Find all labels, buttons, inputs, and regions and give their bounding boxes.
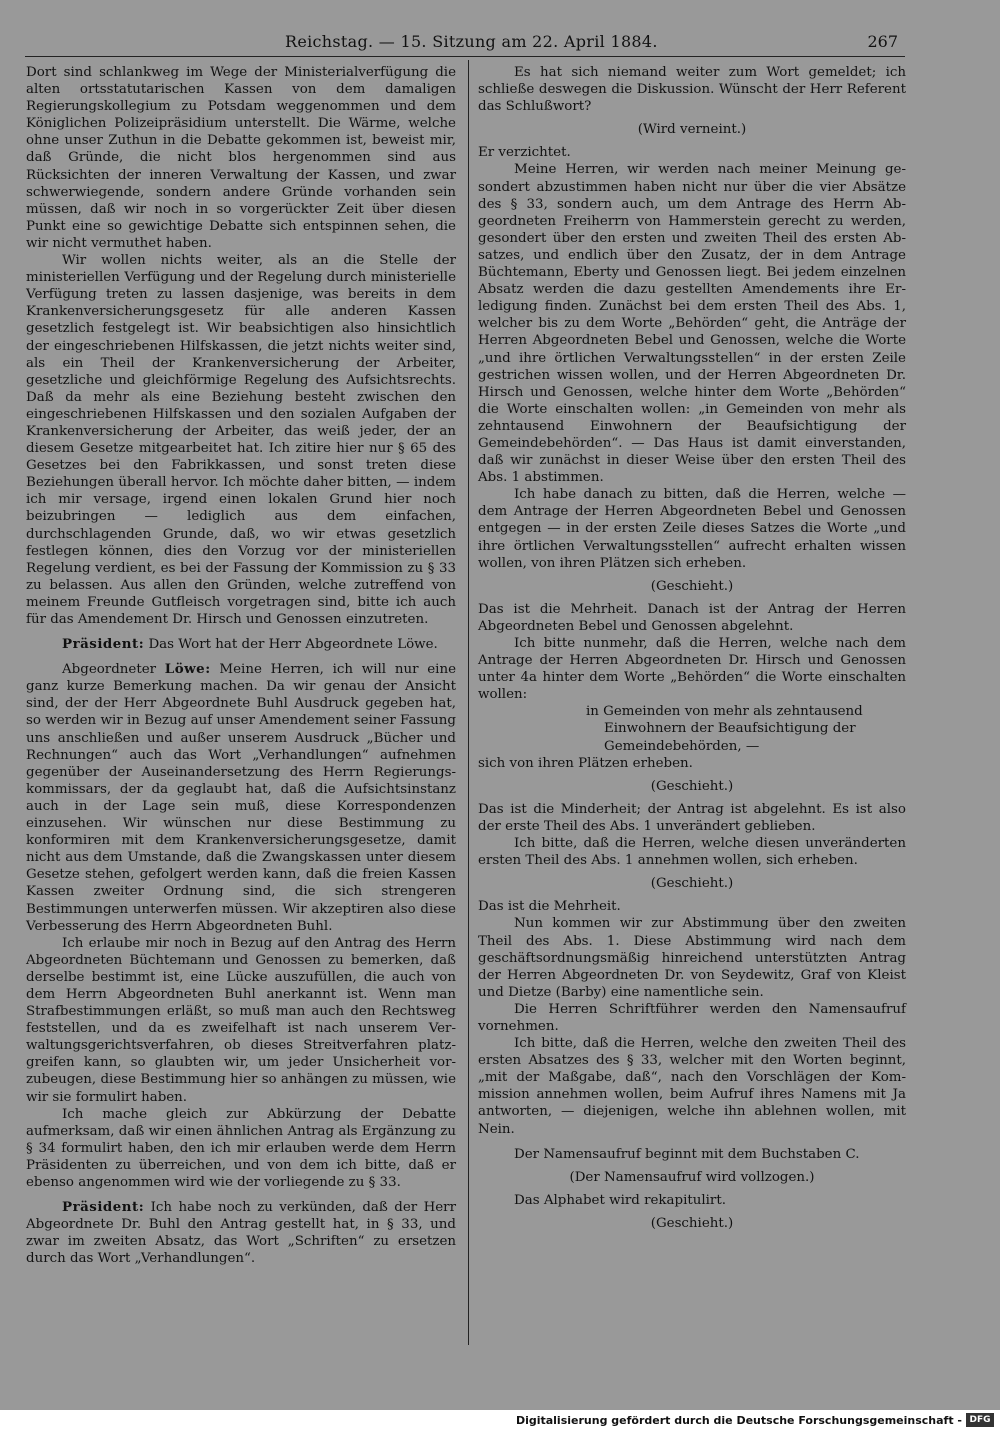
paragraph: sich von ihren Plätzen erheben. [478,755,693,771]
page-header [0,30,1000,58]
stage-direction: (Geschieht.) [650,1215,734,1231]
dfg-logo: DFG [966,1413,994,1427]
paragraph: Nun kommen wir zur Abstimmung über den zweiten Theil des Abs. 1. Diese Abstimmung wird nach dem geschäftsordnungsmäßig hinreichend unterstützten Antrag der Herren Abgeordneten Dr. von Seydewitz, Graf von Kleist und Dietze (Barby) eine namentliche sein. [478,916,906,1000]
speech-text: Meine Herren, ich will nur eine ganz kurze Bemerkung machen. Da wir genau der Ansicht sind, der der Herr Abgeordnete Buhl Ausdruck gegeben hat, so werden wir in Bezug auf unser Amendement seiner Fassung uns anschließen und außer unserem Ausdruck „Bücher und Rechnungen“ auch das Wort „Verhandlungen“ aufnehmen gegenüber der Auseinandersetzung des Herrn Regierungskommissars, der da geglaubt hat, daß die Aufsichtsinstanz auch in der Lage sein muß, diese Korrespondenzen einzusehen. Wir wünschen nur diese Bestimmung zu konformiren mit dem Krankenversicherungsgesetze, damit nicht aus dem Umstande, daß die Zwangskassen unter diesem Gesetze stehen, gefolgert werden kann, daß die freien Kassen Kassen zweiter Ordnung sind, die sich strengeren Bestimmungen unterwerfen müssen. Wir akzeptiren also diese Verbesserung des Herrn Abgeordneten Buhl. [26,662,456,934]
speech-paragraph [26,661,456,935]
speaker-name: Präsident: [62,636,145,653]
stage-direction: (Geschieht.) [650,578,734,594]
paragraph: Das ist die Mehrheit. [478,899,621,915]
paragraph: Das ist die Mehrheit. Danach ist der Antrag der Herren Abgeordneten Bebel und Genossen abgelehnt. [478,601,906,634]
speech-paragraph [26,1199,456,1267]
speech-text: Das Wort hat der Herr Abgeordnete Löwe. [144,637,438,653]
speech-text: Ich habe noch zu verkünden, daß der Herr Abgeordnete Dr. Buhl den Antrag gestellt hat, in § 33, und zwar im zweiten Absatz, das Wort „Schriften“ zu ersetzen durch das Wort „Verhandlungen“. [26,1200,456,1267]
stage-direction: (Geschieht.) [650,876,734,892]
quoted-amendment: in Gemeinden von mehr als zehntausend Einwohnern der Beaufsichtigung der Gemeindebehörden, — [586,704,863,754]
paragraph: Das Alphabet wird rekapitulirt. [514,1192,726,1208]
stage-direction: (Geschieht.) [650,778,734,794]
paragraph: Es hat sich niemand weiter zum Wort gemeldet; ich schließe deswegen die Diskussion. Wünscht der Herr Referent das Schlußwort? [478,65,906,115]
paragraph: Ich bitte, daß die Herren, welche den zweiten Theil des ersten Absatzes des § 33, welcher mit den Worten beginnt, „mit der Maßgabe, daß“, nach den Vorschlägen der Kommission annehmen wollen, beim Aufruf ihres Namens mit Ja antworten, — diejenigen, welche ihn ablehnen wollen, mit Nein. [478,1036,906,1137]
column-divider [468,60,469,1345]
stage-direction: (Wird verneint.) [637,122,747,138]
paragraph: Ich erlaube mir noch in Bezug auf den Antrag des Herrn Abgeordneten Büchtemann und Genossen zu bemerken, daß derselbe bestimmt ist, eine Lücke auszufüllen, die auch von dem Herrn Abgeordneten Buhl anerkannt ist. Wenn man Strafbestimmungen erläßt, so muß man auch den Rechtsweg feststellen, und da es zweifelhaft ist nach unserem Verwaltungsgerichtsverfahren, ob dieses Streitverfahren platzgreifen kann, so glaubten wir, um jeder Unsicherheit vorzubeugen, diese Bestimmung hier so anhängen zu müssen, wie wir sie formulirt haben. [26,935,456,1105]
header-rule [25,56,905,57]
paragraph: Ich bitte nunmehr, daß die Herren, welche nach dem Antrage der Herren Abgeordneten Dr. Hirsch und Genossen unter 4a hinter dem Worte „Behörden“ die Worte einschalten wollen: [478,636,906,703]
paragraph: Ich habe danach zu bitten, daß die Herren, welche — dem Antrage der Herren Abgeordneten Bebel und Genossen entgegen — in der ersten Zeile dieses Satzes die Worte „und ihre örtlichen Verwaltungsstellen“ aufrecht erhalten wissen wollen, von ihren Plätzen sich erheben. [478,487,906,571]
funding-credit: Digitalisierung gefördert durch die Deutsche Forschungsgemeinschaft - [515,1414,962,1427]
paragraph: Wir wollen nichts weiter, als an die Stelle der ministeriellen Verfügung und der Regelung durch ministerielle Verfügung treten zu lassen dasjenige, was bereits in dem Krankenversicherungsgesetz für alle anderen Kassen gesetzlich festgelegt ist. Wir beabsichtigen also hinsichtlich der eingeschriebenen Hilfskassen, die jetzt nichts weiter sind, als ein Theil der Krankenversicherung der Arbeiter, gesetzliche und gleichförmige Regelung des Aufsichtsrechts. Daß da mehr als eine Beziehung besteht zwischen den eingeschriebenen Hilfskassen und den sozialen Aufgaben der Krankenversicherung der Arbeiter, das weiß jeder, der an diesem Gesetze mitgearbeitet hat. Ich zitire hier nur § 65 des Gesetzes bei den Fabrikkassen, und sonst treten diese Beziehungen überall hervor. Ich möchte daher bitten, — indem ich mir versage, irgend einen lokalen Grund hier noch beizubringen — lediglich aus dem einfachen, durchschlagenden Grunde, daß, wo wir etwas gesetzlich festlegen können, dies den Vorzug vor der ministeriellen Regelung verdient, es bei der Fassung der Kommission zu § 33 zu belassen. Aus allen den Gründen, welche zutreffend von meinem Freunde Gutfleisch vorgetragen sind, bitte ich auch für das Amendement Dr. Hirsch und Genossen einzutreten. [26,253,456,627]
right-column [478,64,906,1238]
speaker-name: Löwe: [164,661,211,678]
running-title: Reichstag. — 15. Sitzung am 22. April 1884. [285,32,658,51]
footer-bar [0,1410,1000,1432]
paragraph: Ich bitte, daß die Herren, welche diesen unveränderten ersten Theil des Abs. 1 annehmen wollen, sich erheben. [478,836,906,869]
speaker-name: Präsident: [62,1199,145,1216]
left-column [26,64,456,1267]
speech-paragraph [26,636,456,653]
page-number: 267 [867,32,898,51]
paragraph: Dort sind schlankweg im Wege der Ministerialverfügung die alten ortsstatutarischen Kassen von dem damaligen Regierungskollegium zu Potsdam weggenommen und dem Königlichen Polizeipräsidium unterstellt. Die Wärme, welche ohne unser Zuthun in die Debatte gekommen ist, beweist mir, daß Gründe, die nicht blos hergenommen sind aus Rücksichten der inneren Verwaltung der Kassen, und zwar schwerwiegende, sondern andere Gründe vorhanden sein müssen, daß wir noch in so vorgerückter Zeit über diesen Punkt eine so gewichtige Debatte sich entspinnen sehen, die wir nicht vermuthet haben. [26,65,456,251]
paragraph: Er verzichtet. [478,145,571,161]
paragraph: Die Herren Schriftführer werden den Namensaufruf vornehmen. [478,1001,906,1034]
paragraph: Der Namensaufruf beginnt mit dem Buchstaben C. [514,1146,860,1162]
paragraph: Meine Herren, wir werden nach meiner Meinung gesondert abzustimmen haben nicht nur über die vier Absätze des § 33, sondern auch, um dem Antrage des Herrn Abgeordneten Freiherrn von Hammerstein gerecht zu werden, gesondert über den ersten und zweiten Theil des ersten Absatzes, und endlich über den Zusatz, der in dem Antrage Büchtemann, Eberty und Genossen liegt. Bei jedem einzelnen Absatz werden die dazu gestellten Amendements ihre Erledigung finden. Zunächst bei dem ersten Theil des Abs. 1, welcher bis zu dem Worte „Behörden“ geht, die Anträge der Herren Abgeordneten Bebel und Genossen, welche die Worte „und ihre örtlichen Verwaltungsstellen“ in der ersten Zeile gestrichen wissen wollen, und der Herren Abgeordneten Dr. Hirsch und Genossen, welche hinter dem Worte „Behörden“ die Worte einschalten wollen: „in Gemeinden von mehr als zehntausend Einwohnern der Beaufsichtigung der Gemeindebehörden“. — Das Haus ist damit einverstanden, daß wir zunächst in dieser Weise über den ersten Theil des Abs. 1 abstimmen. [478,162,906,486]
speaker-role: Abgeordneter [62,662,165,678]
paragraph: Das ist die Minderheit; der Antrag ist abgelehnt. Es ist also der erste Theil des Abs. 1 unverändert geblieben. [478,801,906,834]
paragraph: Ich mache gleich zur Abkürzung der Debatte aufmerksam, daß wir einen ähnlichen Antrag als Ergänzung zu § 34 formulirt haben, den ich mir erlauben werde dem Herrn Präsidenten zu überreichen, und von dem ich bitte, daß er ebenso angenommen wird wie der vorliegende zu § 33. [26,1106,456,1190]
stage-direction: (Der Namensaufruf wird vollzogen.) [569,1169,815,1185]
